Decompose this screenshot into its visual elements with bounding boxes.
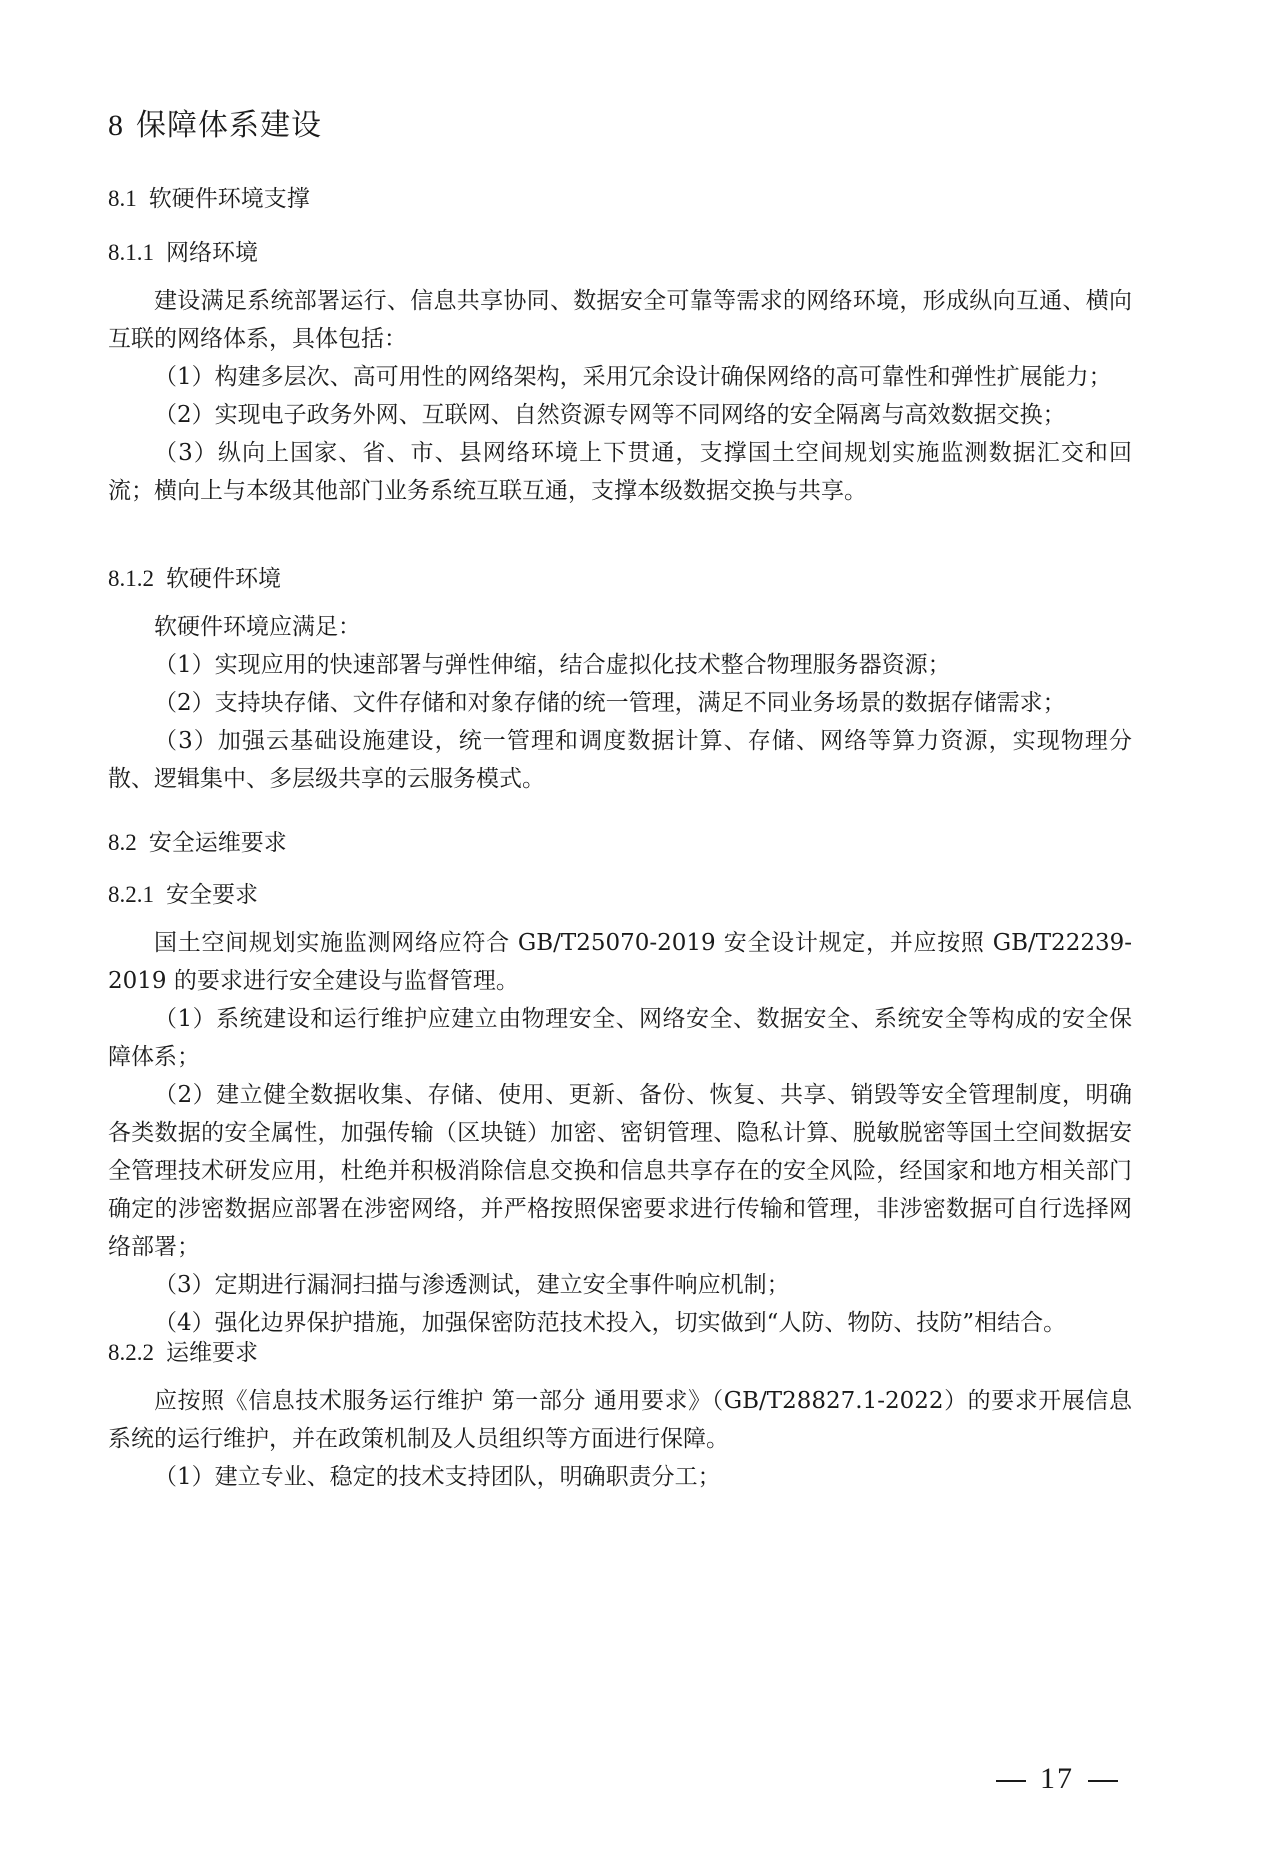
paragraph: （2）支持块存储、文件存储和对象存储的统一管理，满足不同业务场景的数据存储需求； [154,690,1066,716]
section-number: 8.2 [108,830,137,855]
footer-dash-left [996,1780,1026,1782]
paragraph: 软硬件环境应满足： [154,614,361,640]
subsection-title: 运维要求 [166,1340,258,1366]
footer-dash-right [1088,1780,1118,1782]
subsection-number: 8.2.1 [108,882,154,907]
paragraph: 建设满足系统部署运行、信息共享协同、数据安全可靠等需求的网络环境，形成纵向互通、横向互联的网络体系，具体包括： [108,288,1132,352]
section-body-8-2-1 [108,924,1132,1342]
paragraph: （2）建立健全数据收集、存储、使用、更新、备份、恢复、共享、销毁等安全管理制度，明确各类数据的安全属性，加强传输（区块链）加密、密钥管理、隐私计算、脱敏脱密等国土空间数据安全管理技术研发应用，杜绝并积极消除信息交换和信息共享存在的安全风险，经国家和地方相关部门确定的涉密数据应部署在涉密网络，并严格按照保密要求进行传输和管理，非涉密数据可自行选择网络部署； [108,1082,1132,1260]
chapter-heading [108,100,322,144]
subsection-number: 8.2.2 [108,1340,154,1365]
section-heading-8-1 [108,180,310,213]
subsection-title: 软硬件环境 [166,566,281,592]
section-body-8-1-2 [108,608,1132,798]
paragraph: （2）实现电子政务外网、互联网、自然资源专网等不同网络的安全隔离与高效数据交换； [154,402,1066,428]
paragraph: （4）强化边界保护措施，加强保密防范技术投入，切实做到“人防、物防、技防”相结合。 [154,1310,1067,1336]
section-number: 8.1 [108,186,137,211]
paragraph: （3）加强云基础设施建设，统一管理和调度数据计算、存储、网络等算力资源，实现物理分散、逻辑集中、多层级共享的云服务模式。 [108,728,1132,792]
subsection-number: 8.1.2 [108,566,154,591]
paragraph: （1）系统建设和运行维护应建立由物理安全、网络安全、数据安全、系统安全等构成的安全保障体系； [108,1006,1132,1070]
paragraph: （3）纵向上国家、省、市、县网络环境上下贯通，支撑国土空间规划实施监测数据汇交和回流；横向上与本级其他部门业务系统互联互通，支撑本级数据交换与共享。 [108,440,1132,504]
section-body-8-2-2 [108,1382,1132,1496]
paragraph: （1）建立专业、稳定的技术支持团队，明确职责分工； [154,1464,721,1490]
subsection-heading-8-2-1 [108,876,258,909]
section-title: 软硬件环境支撑 [148,186,310,212]
section-heading-8-2 [108,824,287,857]
subsection-number: 8.1.1 [108,240,154,265]
paragraph: 国土空间规划实施监测网络应符合 GB/T25070-2019 安全设计规定，并应按照 GB/T22239-2019 的要求进行安全建设与监督管理。 [108,930,1132,994]
chapter-title: 保障体系建设 [136,108,322,143]
subsection-heading-8-2-2 [108,1334,258,1367]
subsection-title: 安全要求 [166,882,258,908]
paragraph: 应按照《信息技术服务运行维护 第一部分 通用要求》（GB/T28827.1-2022）的要求开展信息系统的运行维护，并在政策机制及人员组织等方面进行保障。 [108,1388,1132,1452]
section-body-8-1-1 [108,282,1132,510]
subsection-heading-8-1-1 [108,234,258,267]
subsection-title: 网络环境 [166,240,258,266]
paragraph: （3）定期进行漏洞扫描与渗透测试，建立安全事件响应机制； [154,1272,790,1298]
paragraph: （1）实现应用的快速部署与弹性伸缩，结合虚拟化技术整合物理服务器资源； [154,652,951,678]
section-title: 安全运维要求 [148,830,287,856]
subsection-heading-8-1-2 [108,560,281,593]
page-footer [982,1762,1132,1796]
chapter-number: 8 [108,109,124,142]
paragraph: （1）构建多层次、高可用性的网络架构，采用冗余设计确保网络的高可靠性和弹性扩展能力； [154,364,1112,390]
page-number: 17 [1040,1762,1074,1795]
